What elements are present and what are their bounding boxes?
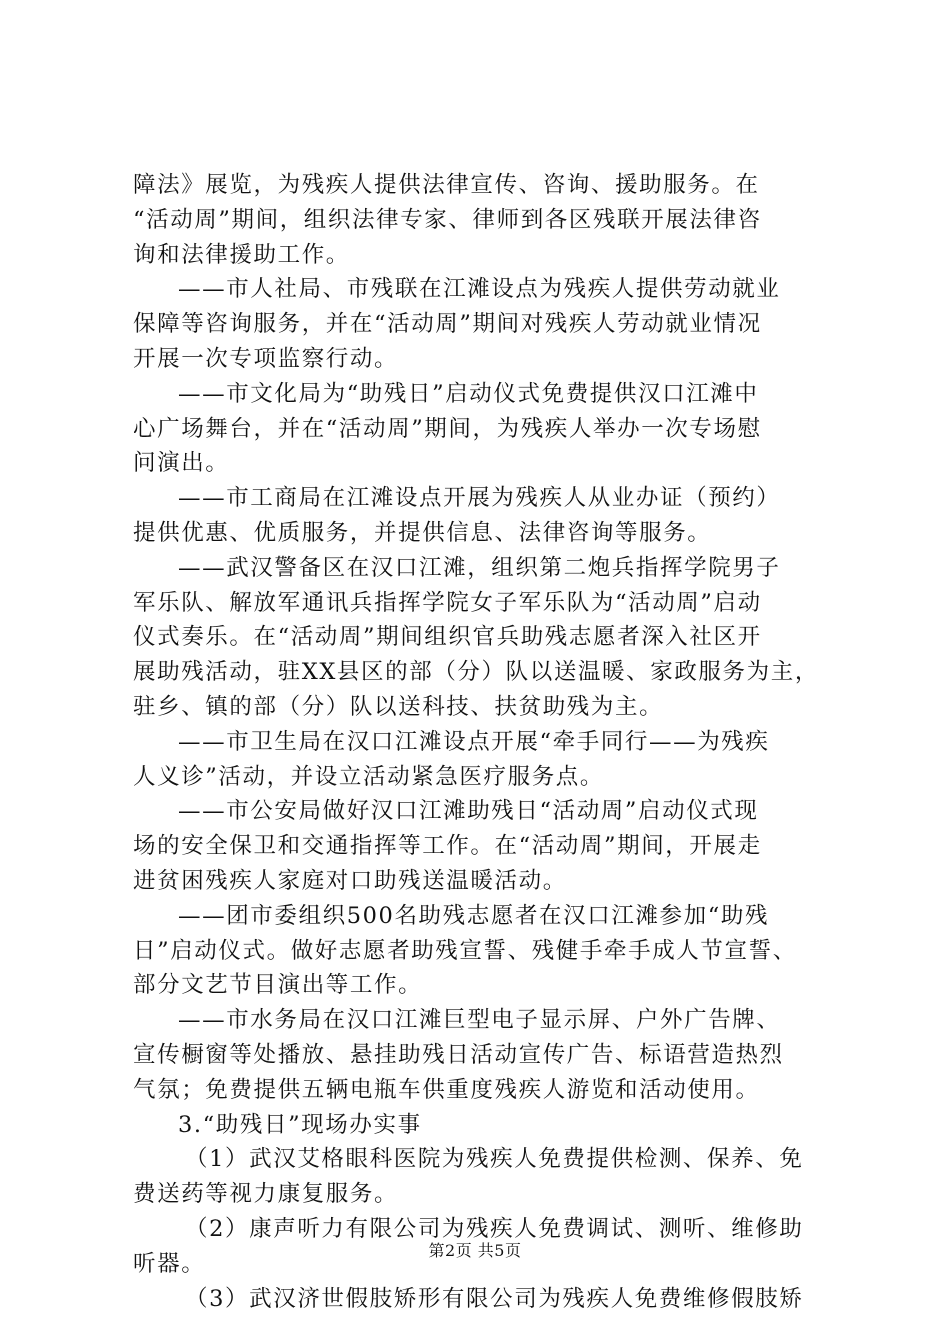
text-line: 心广场舞台，并在“活动周”期间，为残疾人举办一次专场慰	[133, 415, 762, 442]
text-line: 人义诊”活动，并设立活动紧急医疗服务点。	[133, 763, 605, 790]
section-heading: 3.“助残日”现场办实事	[178, 1111, 422, 1138]
text-line: 仪式奏乐。在“活动周”期间组织官兵助残志愿者深入社区开	[133, 624, 762, 651]
text-line: 询和法律援助工作。	[133, 241, 350, 268]
text-line: ——市人社局、市残联在江滩设点为残疾人提供劳动就业	[178, 276, 781, 303]
text-line: 费送药等视力康复服务。	[133, 1181, 399, 1208]
text-line: ——团市委组织500名助残志愿者在汉口江滩参加“助残	[178, 902, 770, 929]
text-line: （2）康声听力有限公司为残疾人免费调试、测听、维修助	[185, 1215, 804, 1242]
text-line: 问演出。	[133, 450, 230, 477]
text-line: 日”启动仪式。做好志愿者助残宣誓、残健手牵手成人节宣誓、	[133, 937, 797, 964]
text-line: ——市文化局为“助残日”启动仪式免费提供汉口江滩中	[178, 380, 759, 407]
text-line: 宣传橱窗等处播放、悬挂助残日活动宣传广告、标语营造热烈	[133, 1041, 784, 1068]
text-line: 障法》展览，为残疾人提供法律宣传、咨询、援助服务。在	[133, 172, 760, 198]
body-text	[133, 168, 833, 1316]
text-line: （1）武汉艾格眼科医院为残疾人免费提供检测、保养、免	[185, 1146, 804, 1173]
text-line: 气氛；免费提供五辆电瓶车供重度残疾人游览和活动使用。	[133, 1076, 760, 1103]
text-line: ——市水务局在汉口江滩巨型电子显示屏、户外广告牌、	[178, 1007, 781, 1034]
page-number-footer: 第2页 共5页	[428, 1241, 522, 1260]
text-line: ——武汉警备区在汉口江滩，组织第二炮兵指挥学院男子	[178, 554, 781, 581]
text-line: （3）武汉济世假肢矫形有限公司为残疾人免费维修假肢矫	[185, 1285, 804, 1312]
text-line: 保障等咨询服务，并在“活动周”期间对残疾人劳动就业情况	[133, 311, 762, 338]
text-line: ——市卫生局在汉口江滩设点开展“牵手同行——为残疾	[178, 728, 770, 755]
text-line: 听器。	[133, 1250, 206, 1277]
text-line: 提供优惠、优质服务，并提供信息、法律咨询等服务。	[133, 519, 712, 546]
text-line: “活动周”期间，组织法律专家、律师到各区残联开展法律咨	[133, 206, 762, 233]
text-line: 驻乡、镇的部（分）队以送科技、扶贫助残为主。	[133, 693, 664, 720]
text-line: 开展一次专项监察行动。	[133, 345, 399, 372]
text-line: ——市工商局在江滩设点开展为残疾人从业办证（预约）	[178, 485, 781, 512]
text-line: 军乐队、解放军通讯兵指挥学院女子军乐队为“活动周”启动	[133, 589, 762, 616]
text-line: 部分文艺节目演出等工作。	[133, 972, 423, 999]
text-line: 场的安全保卫和交通指挥等工作。在“活动周”期间，开展走	[133, 833, 762, 860]
text-line: 展助残活动，驻XX县区的部（分）队以送温暖、家政服务为主，	[133, 659, 819, 686]
text-line: 进贫困残疾人家庭对口助残送温暖活动。	[133, 867, 567, 894]
text-line: ——市公安局做好汉口江滩助残日“活动周”启动仪式现	[178, 798, 759, 825]
